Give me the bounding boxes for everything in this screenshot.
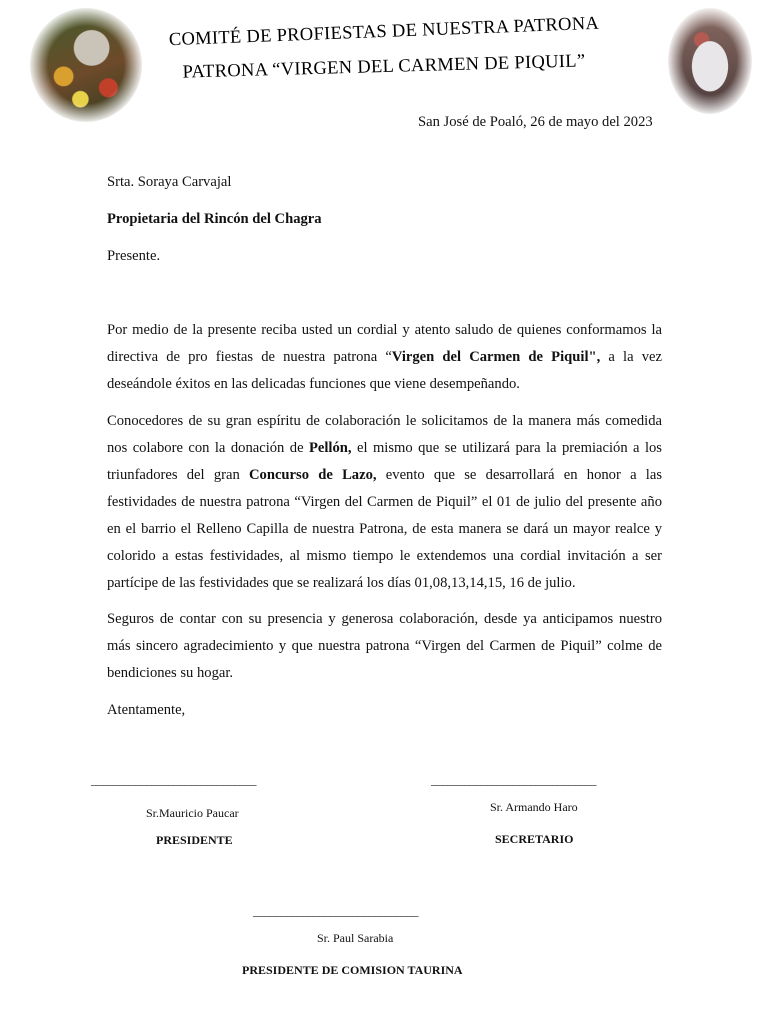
p2-bold-pellon: Pellón, — [308, 440, 352, 456]
p2-text-c: el mismo que se utilizará para la premiación a los triunfadores del gran — [107, 440, 662, 483]
signature-line-right: ______________________________ — [431, 773, 596, 787]
p2-text-e: evento que se desarrollará en honor a las festividades de nuestra patrona “Virgen del Carmen de Piquil” el 01 de julio del presente año en el barrio el Relleno Capilla de nuestra Patrona, de esta manera se dará un mayor realce y colorido a estas festividades, al mismo tiempo le extendemos una cordial invitación a ser partícipe de las festividades que se realizará los días 01,08,13,14,15, 16 de julio. — [107, 467, 662, 591]
signer-bottom-role: PRESIDENTE DE COMISION TAURINA — [242, 963, 463, 977]
p2-bold-concurso: Concurso de Lazo, — [249, 467, 377, 483]
paragraph-2 — [107, 408, 662, 597]
recipient-name: Srta. Soraya Carvajal — [107, 174, 232, 190]
p1-text-a: Por medio de la presente reciba usted un cordial y atento saludo de quienes conformamos la directiva de pro fiestas de nuestra patrona “ — [107, 322, 662, 365]
recipient-title: Propietaria del Rincón del Chagra — [107, 211, 322, 227]
p1-bold-patron: Virgen del Carmen de Piquil", — [391, 349, 601, 365]
signature-line-bottom: ______________________________ — [253, 904, 418, 918]
closing: Atentamente, — [107, 702, 186, 718]
letter-date: San José de Poaló, 26 de mayo del 2023 — [418, 114, 653, 130]
signer-right-name: Sr. Armando Haro — [490, 800, 578, 814]
p1-text-c: a la vez deseándole éxitos en las delicadas funciones que viene desempeñando. — [107, 349, 662, 392]
signer-left-name: Sr.Mauricio Paucar — [146, 806, 239, 820]
letterhead-line-2: PATRONA “VIRGEN DEL CARMEN DE PIQUIL” — [182, 51, 586, 83]
greeting: Presente. — [107, 248, 161, 264]
signer-left-role: PRESIDENTE — [156, 833, 233, 847]
signature-line-left: ______________________________ — [91, 773, 256, 787]
paragraph-3: Seguros de contar con su presencia y generosa colaboración, desde ya anticipamos nuestro más sincero agradecimiento y que nuestra patrona “Virgen del Carmen de Piquil” colme de bendiciones su hogar. — [107, 611, 662, 681]
signer-bottom-name: Sr. Paul Sarabia — [317, 931, 394, 945]
signer-right-role: SECRETARIO — [495, 832, 574, 846]
paragraph-1 — [107, 317, 662, 398]
letterhead-line-1: COMITÉ DE PROFIESTAS DE NUESTRA PATRONA — [168, 13, 600, 51]
p2-text-a: Conocedores de su gran espíritu de colaboración le solicitamos de la manera más comedida nos colabore con la donación de — [107, 413, 662, 456]
